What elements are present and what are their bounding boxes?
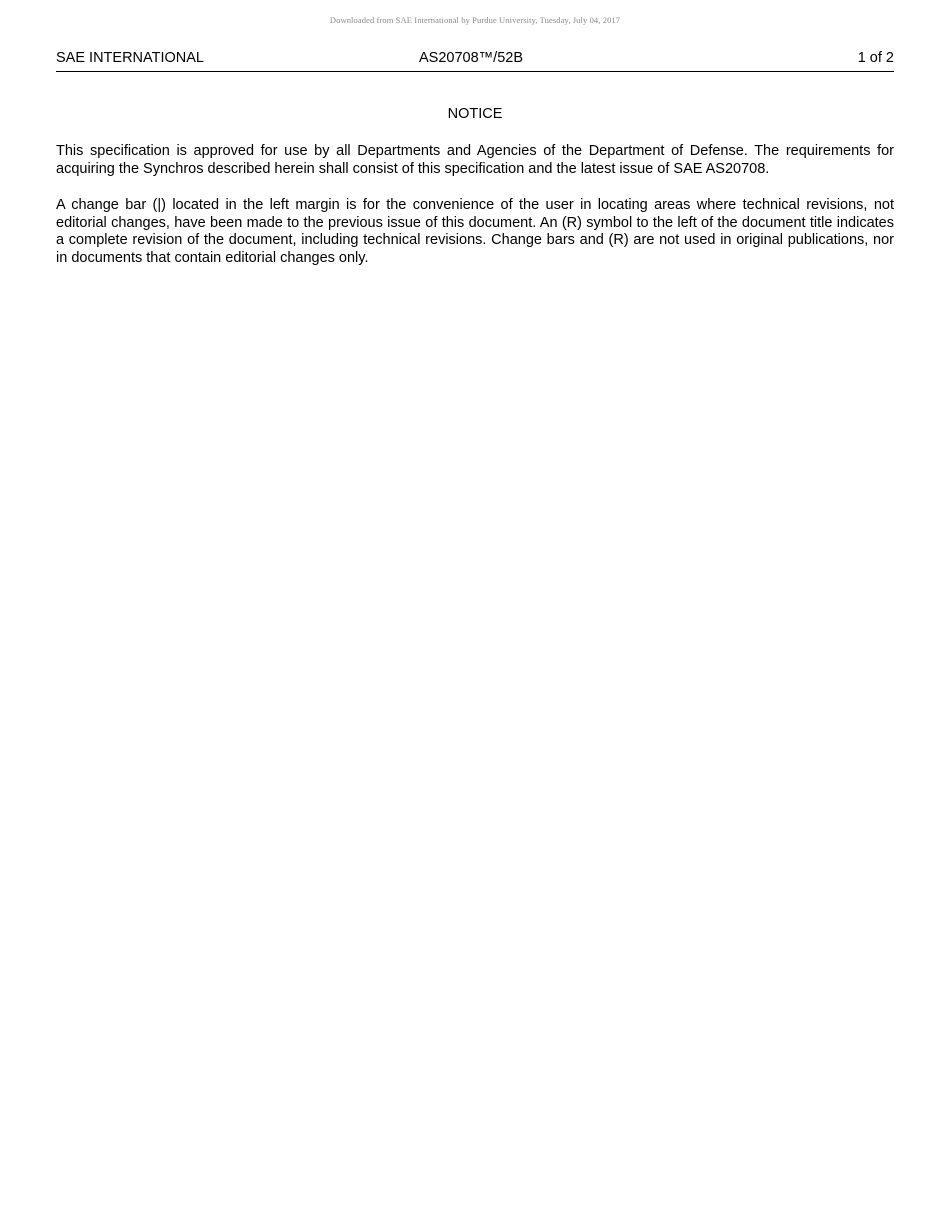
- document-number: AS20708™/52B: [419, 50, 523, 66]
- notice-paragraph: This specification is approved for use by all Departments and Agencies of the Department of Defense. The requirements for acquiring the Synchros described herein shall consist of this specification and the latest issue of SAE AS20708.: [56, 143, 894, 177]
- notice-title: NOTICE: [447, 106, 503, 122]
- page-indicator: 1 of 2: [857, 50, 894, 66]
- notice-paragraph: A change bar (|) located in the left margin is for the convenience of the user in locating areas where technical revisions, not editorial changes, have been made to the previous issue of this document. An (R) symbol to the left of the document title indicates a complete revision of the document, including technical revisions. Change bars and (R) are not used in original publications, nor in documents that contain editorial changes only.: [56, 197, 894, 266]
- page-header: [56, 50, 894, 72]
- download-notice: Downloaded from SAE International by Purdue University, Tuesday, July 04, 2017: [329, 15, 621, 25]
- organization-name: SAE INTERNATIONAL: [56, 50, 204, 66]
